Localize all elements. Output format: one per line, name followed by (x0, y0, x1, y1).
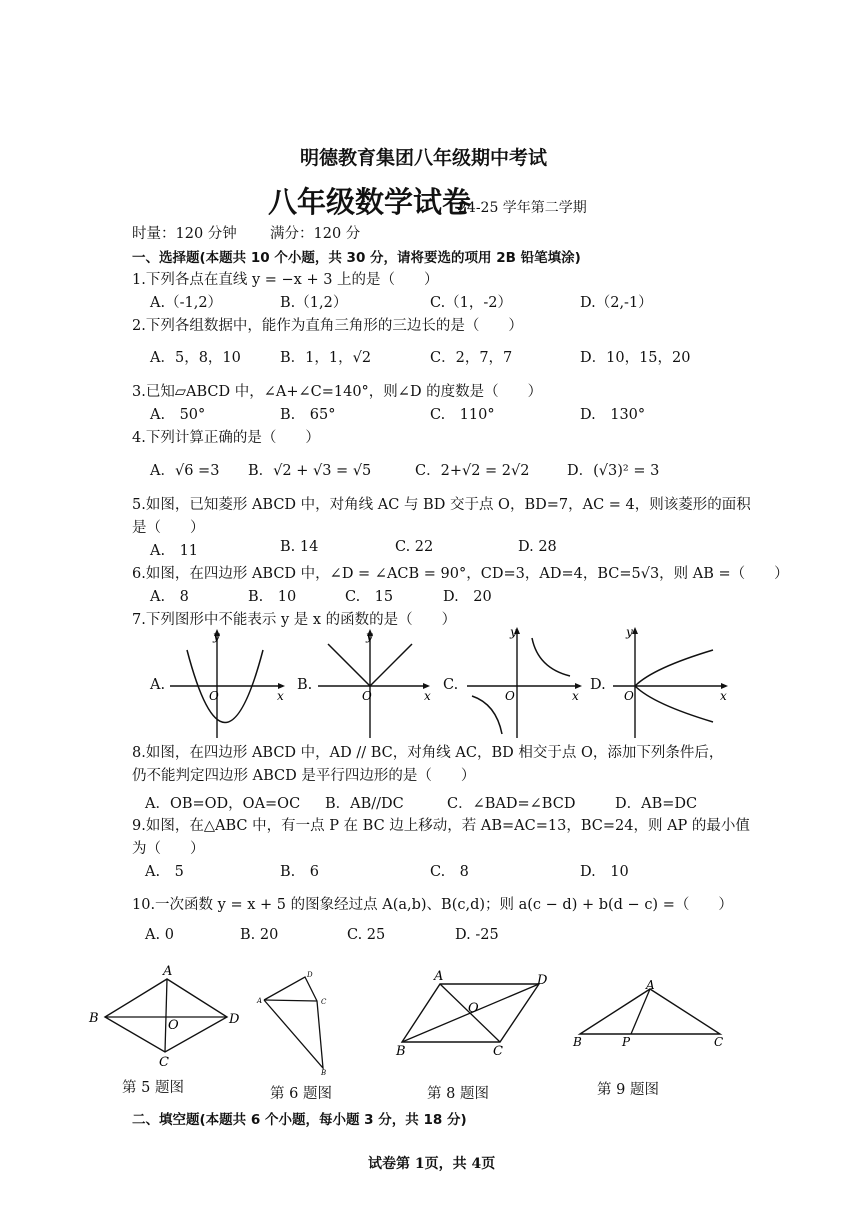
fig5-label-o: O (168, 1018, 179, 1033)
q4-option-d: D．(√3)² = 3 (567, 463, 660, 479)
q7b-origin-label: O (362, 689, 372, 703)
q6-option-c: C. 15 (345, 589, 394, 605)
q3-option-d: D. 130° (580, 407, 646, 423)
q4-stem: 4.下列计算正确的是（ ） (132, 430, 320, 446)
q8-option-c: C．∠BAD=∠BCD (447, 796, 576, 812)
q2-option-a: A．5，8，10 (150, 350, 241, 366)
q7d-origin-label: O (624, 689, 634, 703)
q2-option-b: B．1，1，√2 (280, 350, 372, 366)
fig6-label-d: D (307, 971, 313, 979)
q7-graph-b (310, 620, 435, 740)
q7-option-b: B. (297, 677, 313, 693)
q3-option-b: B. 65° (280, 407, 336, 423)
fig6-label-a: A (257, 997, 263, 1005)
q7d-y-label: y (626, 625, 633, 639)
q5-option-c: C. 22 (395, 539, 434, 555)
q9-option-a: A. 5 (145, 864, 184, 880)
q7-stem: 7.下列图形中不能表示 y 是 x 的函数的是（ ） (132, 612, 457, 628)
q9-stem-line2: 为（ ） (132, 841, 205, 857)
fig6-label-b: B (321, 1069, 327, 1077)
fig6-quadrilateral (255, 965, 335, 1080)
q8-stem-line1: 8.如图，在四边形 ABCD 中，AD // BC，对角线 AC，BD 相交于点 O，添加下列条件后， (132, 745, 724, 761)
fig8-caption: 第 8 题图 (427, 1086, 489, 1102)
q1-option-b: B.（1,2） (280, 295, 348, 311)
q5-option-a: A. 11 (150, 543, 199, 559)
q1-option-a: A.（-1,2） (150, 295, 223, 311)
q7-graph-a (165, 620, 290, 740)
fig5-label-b: B (89, 1011, 99, 1026)
q10-option-b: B. 20 (240, 927, 279, 943)
q7-option-c: C. (443, 677, 459, 693)
q2-option-d: D．10，15，20 (580, 350, 691, 366)
fig8-label-c: C (493, 1044, 503, 1059)
q9-option-b: B. 6 (280, 864, 319, 880)
q8-option-b: B．AB//DC (325, 796, 404, 812)
q7-graph-d (608, 620, 733, 740)
q7d-x-label: x (720, 689, 727, 703)
q8-option-a: A．OB=OD，OA=OC (145, 796, 301, 812)
q5-option-d: D. 28 (518, 539, 557, 555)
q1-stem: 1.下列各点在直线 y = −x + 3 上的是（ ） (132, 272, 439, 288)
term-label: 24-25 学年第二学期 (458, 200, 587, 216)
q10-option-d: D. -25 (455, 927, 499, 943)
q7-graph-c (462, 620, 587, 740)
section-2-heading: 二、填空题(本题共 6 个小题，每小题 3 分，共 18 分) (132, 1112, 467, 1128)
fig5-caption: 第 5 题图 (122, 1080, 184, 1096)
q7a-y-label: y (213, 629, 220, 643)
q10-option-c: C. 25 (347, 927, 386, 943)
school-title: 明德教育集团八年级期中考试 (300, 147, 548, 169)
fig9-caption: 第 9 题图 (597, 1082, 659, 1098)
fig8-label-d: D (537, 973, 548, 988)
page-footer: 试卷第 1页，共 4页 (368, 1156, 496, 1172)
q3-stem: 3.已知▱ABCD 中，∠A+∠C=140°，则∠D 的度数是（ ） (132, 384, 543, 400)
section-1-heading: 一、选择题(本题共 10 个小题，共 30 分，请将要选的项用 2B 铅笔填涂) (132, 250, 581, 266)
q7-option-a: A. (150, 677, 166, 693)
exam-title: 八年级数学试卷 (268, 185, 472, 219)
fig9-label-b: B (573, 1035, 582, 1049)
q7-option-d: D. (590, 677, 606, 693)
q9-option-c: C. 8 (430, 864, 469, 880)
time-limit: 时量：120 分钟 (132, 226, 237, 242)
fig5-label-c: C (159, 1055, 169, 1070)
fig6-label-c: C (321, 998, 327, 1006)
q1-option-c: C.（1，-2） (430, 295, 513, 311)
q8-option-d: D．AB=DC (615, 796, 698, 812)
fig8-label-b: B (396, 1044, 406, 1059)
q7b-x-label: x (424, 689, 431, 703)
q6-stem: 6.如图，在四边形 ABCD 中，∠D = ∠ACB = 90°，CD=3，AD=4，BC=5√3，则 AB =（ ） (132, 566, 789, 582)
q5-option-b: B. 14 (280, 539, 319, 555)
fig8-parallelogram (392, 966, 557, 1061)
fig8-label-a: A (434, 969, 444, 984)
fig6-caption: 第 6 题图 (270, 1086, 332, 1102)
q8-stem-line2: 仍不能判定四边形 ABCD 是平行四边形的是（ ） (132, 768, 476, 784)
fig8-label-o: O (468, 1001, 479, 1016)
q10-option-a: A. 0 (145, 927, 174, 943)
fig5-label-a: A (163, 964, 173, 979)
q7a-origin-label: O (209, 689, 219, 703)
q2-option-c: C．2，7，7 (430, 350, 513, 366)
q9-option-d: D. 10 (580, 864, 629, 880)
fig9-label-a: A (646, 978, 655, 992)
q10-stem: 10.一次函数 y = x + 5 的图象经过点 A(a,b)、B(c,d)；则 a(c − d) + b(d − c) =（ ） (132, 897, 733, 913)
q4-option-b: B．√2 + √3 = √5 (248, 463, 372, 479)
q6-option-b: B. 10 (248, 589, 297, 605)
fig9-label-p: P (622, 1035, 631, 1049)
fig5-label-d: D (229, 1012, 240, 1027)
full-score: 满分：120 分 (270, 226, 361, 242)
q5-stem-line1: 5.如图，已知菱形 ABCD 中，对角线 AC 与 BD 交于点 O，BD=7，AC = 4，则该菱形的面积 (132, 497, 751, 513)
q4-option-a: A．√6 =3 (150, 463, 220, 479)
q7c-y-label: y (510, 625, 517, 639)
q3-option-a: A. 50° (150, 407, 206, 423)
fig9-triangle (570, 975, 730, 1050)
fig9-label-c: C (714, 1035, 724, 1049)
q6-option-d: D. 20 (443, 589, 492, 605)
q2-stem: 2.下列各组数据中，能作为直角三角形的三边长的是（ ） (132, 318, 523, 334)
q4-option-c: C．2+√2 = 2√2 (415, 463, 530, 479)
q1-option-d: D.（2,-1） (580, 295, 653, 311)
q3-option-c: C. 110° (430, 407, 495, 423)
q7c-origin-label: O (505, 689, 515, 703)
q7b-y-label: y (366, 629, 373, 643)
fig5-rhombus (85, 960, 250, 1075)
q6-option-a: A. 8 (150, 589, 189, 605)
q7c-x-label: x (572, 689, 579, 703)
q7a-x-label: x (277, 689, 284, 703)
q9-stem-line1: 9.如图，在△ABC 中，有一点 P 在 BC 边上移动，若 AB=AC=13，BC=24，则 AP 的最小值 (132, 818, 750, 834)
q5-stem-line2: 是（ ） (132, 520, 205, 536)
